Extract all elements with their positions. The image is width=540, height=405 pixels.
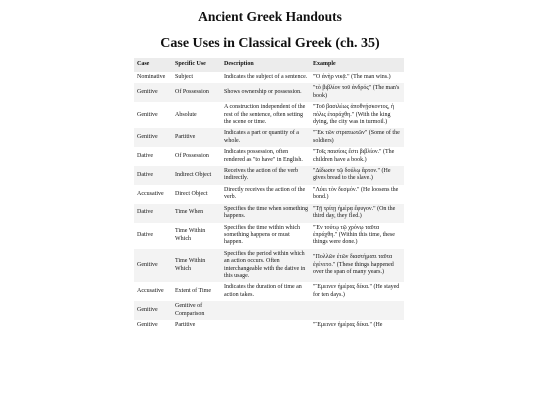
cell-use: Time When <box>172 204 221 223</box>
cell-example: "Ἐν τούτῳ τῷ χρόνῳ ταῦτα ἐπράχθη." (Within this time, these things were done.) <box>310 223 404 249</box>
cell-description <box>221 301 310 320</box>
cell-case: Accusative <box>134 185 172 204</box>
header-specific-use: Specific Use <box>172 58 221 72</box>
cell-description: Indicates possession, often rendered as "to have" in English. <box>221 147 310 166</box>
cell-description: Indicates the subject of a sentence. <box>221 72 310 83</box>
cell-example: "Τῇ τρίτῃ ἡμέρᾳ ἔφυγον." (On the third day, they fled.) <box>310 204 404 223</box>
cell-use: Partitive <box>172 128 221 147</box>
cell-use: Time Within Which <box>172 223 221 249</box>
case-uses-table <box>134 58 404 331</box>
cell-case: Genitive <box>134 320 172 331</box>
table-row <box>134 128 404 147</box>
cell-description: Indicates a part or quantity of a whole. <box>221 128 310 147</box>
table-row <box>134 147 404 166</box>
table-row <box>134 185 404 204</box>
cell-case: Dative <box>134 147 172 166</box>
table-row <box>134 204 404 223</box>
table-row <box>134 320 404 331</box>
cell-description: A construction independent of the rest of the sentence, often setting the scene or time. <box>221 102 310 128</box>
cell-case: Genitive <box>134 128 172 147</box>
table-row <box>134 249 404 283</box>
header-row <box>134 58 404 72</box>
cell-use: Partitive <box>172 320 221 331</box>
cell-case: Genitive <box>134 83 172 102</box>
cell-use: Direct Object <box>172 185 221 204</box>
cell-use: Time Within Which <box>172 249 221 283</box>
cell-use: Of Possession <box>172 147 221 166</box>
cell-description: Specifies the time within which something happens or must happen. <box>221 223 310 249</box>
table-row <box>134 166 404 185</box>
document-title: Ancient Greek Handouts <box>198 9 342 24</box>
cell-example <box>310 301 404 320</box>
cell-description: Specifies the period within which an action occurs. Often interchangeable with the dative in this usage. <box>221 249 310 283</box>
cell-example: "Ἔμεινεν ἡμέρας δέκα." (He stayed for ten days.) <box>310 282 404 301</box>
cell-example: "τὸ βιβλίον τοῦ ἀνδρός" (The man's book) <box>310 83 404 102</box>
document-subtitle: Case Uses in Classical Greek (ch. 35) <box>160 36 380 51</box>
cell-case: Dative <box>134 204 172 223</box>
cell-case: Nominative <box>134 72 172 83</box>
table-row <box>134 223 404 249</box>
cell-case: Genitive <box>134 249 172 283</box>
cell-case: Genitive <box>134 301 172 320</box>
cell-description: Specifies the time when something happens. <box>221 204 310 223</box>
cell-example: "Λύει τὸν δεσμόν." (He loosens the bond.) <box>310 185 404 204</box>
header-description: Description <box>221 58 310 72</box>
cell-example: "Τοῖς παισίοις ἔστι βιβλίον." (The children have a book.) <box>310 147 404 166</box>
cell-example: "Ἔκ τῶν στρατιωτῶν" (Some of the soldiers) <box>310 128 404 147</box>
cell-use: Indirect Object <box>172 166 221 185</box>
cell-description: Shows ownership or possession. <box>221 83 310 102</box>
cell-description <box>221 320 310 331</box>
header-example: Example <box>310 58 404 72</box>
cell-example: "Πολλῶν ἐτῶν διαστήματι ταῦτα ἐγένετο." (These things happened over the span of many years.) <box>310 249 404 283</box>
table-row <box>134 282 404 301</box>
table-row <box>134 72 404 83</box>
cell-description: Directly receives the action of the verb. <box>221 185 310 204</box>
table-body <box>134 72 404 331</box>
table-row <box>134 83 404 102</box>
cell-use: Of Possession <box>172 83 221 102</box>
table-row <box>134 301 404 320</box>
table-header <box>134 58 404 72</box>
cell-example: "Δίδωσιν τῷ δούλῳ ἄρτον." (He gives bread to the slave.) <box>310 166 404 185</box>
header-case: Case <box>134 58 172 72</box>
table-row <box>134 102 404 128</box>
cell-use: Subject <box>172 72 221 83</box>
cell-example: "Ὁ ἀνὴρ νικᾷ." (The man wins.) <box>310 72 404 83</box>
cell-case: Accusative <box>134 282 172 301</box>
cell-case: Dative <box>134 166 172 185</box>
cell-use: Genitive of Comparison <box>172 301 221 320</box>
cell-description: Receives the action of the verb indirectly. <box>221 166 310 185</box>
cell-use: Absolute <box>172 102 221 128</box>
cell-case: Genitive <box>134 102 172 128</box>
cell-example: "Τοῦ βασιλέως ἀποθνῄσκοντος, ἡ πόλις ἐταράχθη." (With the king dying, the city was in turmoil.) <box>310 102 404 128</box>
cell-use: Extent of Time <box>172 282 221 301</box>
cell-case: Dative <box>134 223 172 249</box>
cell-example: "Ἔμεινεν ἡμέρας δέκα." (He <box>310 320 404 331</box>
cell-description: Indicates the duration of time an action takes. <box>221 282 310 301</box>
